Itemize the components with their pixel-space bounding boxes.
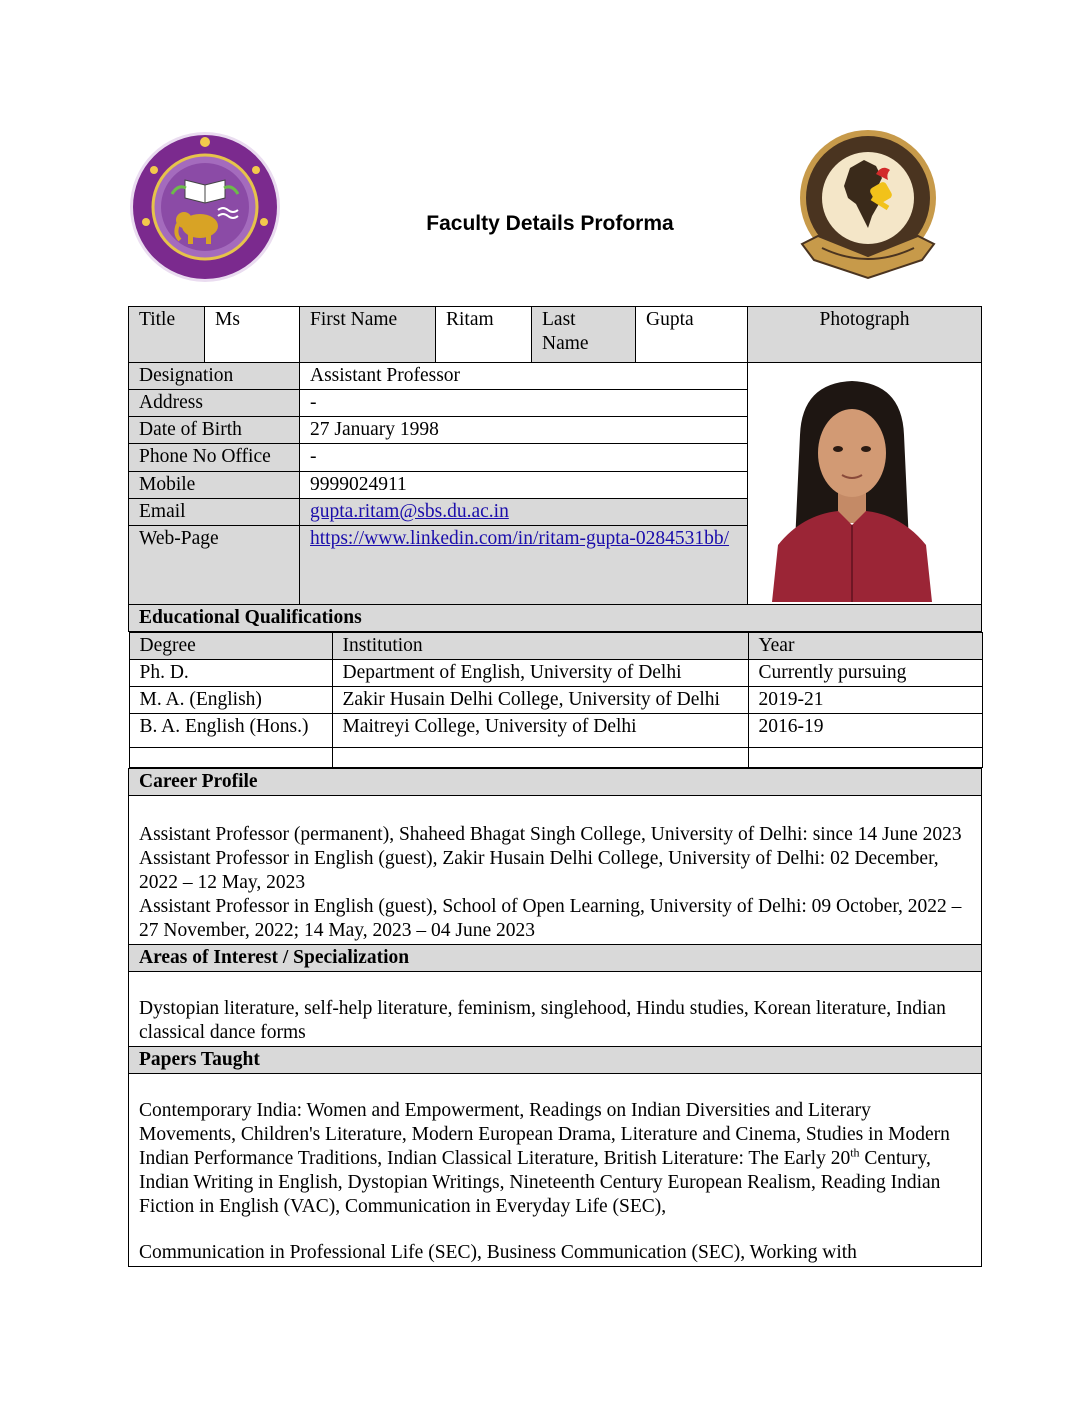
year-cell: Currently pursuing [748,660,982,687]
title-value: Ms [205,307,300,363]
papers-superscript: th [850,1145,860,1160]
career-item: Assistant Professor in English (guest), Zakir Husain Delhi College, University of Delhi: 02 December, 2022 – 12 May, 2023 [139,848,939,893]
designation-label: Designation [129,363,300,390]
papers-text-part2: Century, Indian Writing in English, Dystopian Writings, Nineteenth Century European Realism, Reading Indian Fiction in English (VAC), Communication in Everyday Life (SEC), [139,1148,941,1217]
university-of-delhi-logo [128,130,282,284]
faculty-details-table [128,306,982,1267]
education-heading: Educational Qualifications [129,605,982,632]
career-item: Assistant Professor (permanent), Shaheed Bhagat Singh College, University of Delhi: since 14 June 2023 [139,824,962,845]
date-of-birth-label: Date of Birth [129,417,300,444]
interests-heading: Areas of Interest / Specialization [129,945,982,972]
institution-cell: Department of English, University of Delhi [332,660,748,687]
education-table [129,632,983,768]
papers-text-part1: Contemporary India: Women and Empowerment, Readings on Indian Diversities and Literary Movements, Children's Literature, Modern European Drama, Literature and Cinema, Studies in Modern Indian Performance Traditions, Indian Classical Literature, British Literature: The Early 20 [139,1100,950,1169]
faculty-photo [752,365,952,602]
institution-cell: Maitreyi College, University of Delhi [332,714,748,748]
papers-heading: Papers Taught [129,1047,982,1074]
empty-cell [748,748,982,768]
papers-text [139,1099,971,1219]
institution-column-header: Institution [332,633,748,660]
photograph-cell [748,363,982,605]
webpage-link[interactable]: https://www.linkedin.com/in/ritam-gupta-0284531bb/ [310,528,730,549]
title-label: Title [129,307,205,363]
webpage-label: Web-Page [129,526,300,605]
phone-office-label: Phone No Office [129,444,300,471]
email-link[interactable]: gupta.ritam@sbs.du.ac.in [310,500,509,522]
shaheed-bhagat-singh-college-logo [798,128,938,284]
email-label: Email [129,498,300,525]
career-heading: Career Profile [129,769,982,796]
degree-column-header: Degree [129,633,332,660]
year-cell: 2019-21 [748,687,982,714]
table-row [129,687,982,714]
webpage-cell [300,526,748,605]
empty-cell [332,748,748,768]
mobile-value: 9999024911 [300,471,748,498]
degree-cell: M. A. (English) [129,687,332,714]
interests-content [129,972,982,1047]
year-column-header: Year [748,633,982,660]
email-cell [300,498,748,525]
mobile-label: Mobile [129,471,300,498]
last-name-label: Last Name [532,307,636,363]
career-item: Assistant Professor in English (guest), School of Open Learning, University of Delhi: 09 October, 2022 – 27 November, 2022; 14 May, 2023 – 04 June 2023 [139,896,962,941]
interests-text: Dystopian literature, self-help literature, feminism, singlehood, Hindu studies, Korean literature, Indian classical dance forms [139,998,946,1043]
papers-text-continued: Communication in Professional Life (SEC), Business Communication (SEC), Working with [139,1242,857,1263]
papers-content [129,1074,982,1267]
table-row [129,660,982,687]
career-list [139,797,971,943]
degree-cell: Ph. D. [129,660,332,687]
table-row [129,714,982,748]
career-content [129,796,982,945]
date-of-birth-value: 27 January 1998 [300,417,748,444]
phone-office-value: - [300,444,748,471]
institution-cell: Zakir Husain Delhi College, University of Delhi [332,687,748,714]
education-table-cell [129,632,982,769]
page-title: Faculty Details Proforma [426,212,674,235]
first-name-label: First Name [300,307,436,363]
designation-value: Assistant Professor [300,363,748,390]
last-name-value: Gupta [636,307,748,363]
degree-cell: B. A. English (Hons.) [129,714,332,748]
first-name-value: Ritam [436,307,532,363]
empty-cell [129,748,332,768]
address-value: - [300,390,748,417]
empty-row [129,748,982,768]
photograph-label: Photograph [748,307,982,363]
year-cell: 2016-19 [748,714,982,748]
address-label: Address [129,390,300,417]
